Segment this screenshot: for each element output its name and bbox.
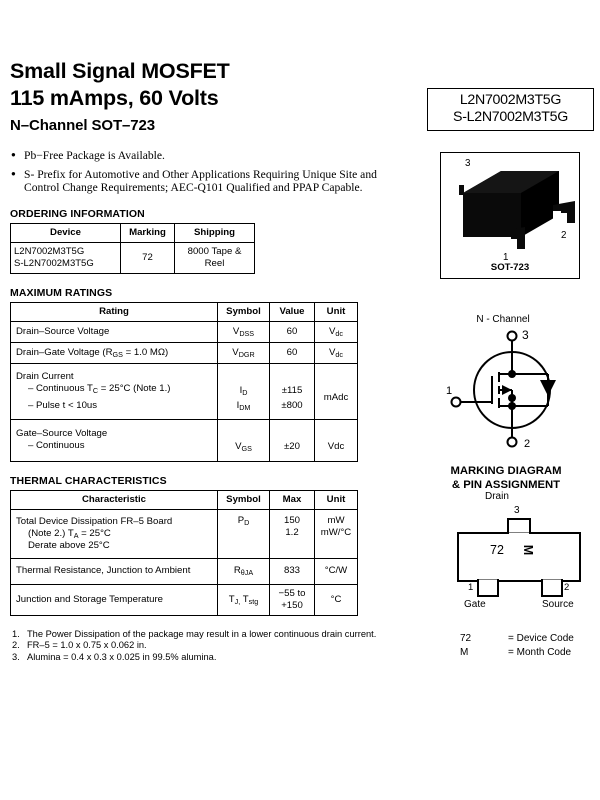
table-row [11,342,358,363]
feature-bullet-item: ● S- Prefix for Automotive and Other Applications Requiring Unique Site and Control Change Requirements; AEC-Q101 Qualified and PPAP Capable. [10,168,392,195]
cell-characteristic [11,509,218,558]
part-number-line1: L2N7002M3T5G [459,92,562,108]
marking-month-code: M [521,544,536,556]
footnote-number: 1. [12,628,20,639]
rating-subscript: GS [112,349,123,359]
marking-pin-1-label: 1 [468,582,474,593]
thermal-characteristics-heading: THERMAL CHARACTERISTICS [10,474,167,487]
rating-sub-line: – Continuous [28,440,85,452]
unit-subscript: dc [335,328,343,338]
page-subtitle: N–Channel SOT–723 [10,117,156,134]
footnote-number: 3. [12,651,20,662]
rating-title: Gate–Source Voltage [16,428,108,440]
symbol-title-label: N - Channel [476,314,530,325]
marking-pin-3-label: 3 [514,505,520,516]
maximum-ratings-table [10,302,358,462]
symbol-base: V [232,325,240,337]
column-header-unit: Unit [315,302,358,321]
page-title-line2: 115 mAmps, 60 Volts [10,86,219,110]
rating-sub-line: – Pulse t < 10us [28,399,98,411]
footnotes-list [10,629,392,664]
marking-gate-label: Gate [464,599,486,610]
package-pin-3-label: 3 [465,158,471,169]
cell-device [11,242,121,273]
table-row [11,509,358,558]
cell-rating [11,419,218,461]
table-row [11,584,358,615]
symbol-pin-1-label: 1 [446,385,453,397]
column-header-marking: Marking [121,223,175,242]
marking-pin-2-label: 2 [564,582,570,593]
cell-value: 60 [270,342,315,363]
symbol-subscript: DSS [239,328,255,338]
cell-max: 150 1.2 [270,509,315,558]
table-row [11,321,358,342]
sot723-package-drawing [441,153,579,263]
value-secondary: ±800 [281,399,303,411]
symbol-secondary: $I_{DM}$ [236,399,251,412]
column-header-value: Value [270,302,315,321]
symbol-primary: $I_D$ [239,384,248,397]
characteristic-line: Total Device Dissipation FR–5 Board [16,515,173,527]
cell-symbol: $V_{GS}$ [218,419,270,461]
cell-rating [11,342,218,363]
column-header-max: Max [270,490,315,509]
package-top-view-drawing [438,503,598,613]
part-number-line2: S-L2N7002M3T5G [453,109,568,125]
value-primary: ±115 [281,384,303,396]
table-row [11,242,255,273]
marking-source-label: Source [542,599,574,610]
cell-symbol [218,342,270,363]
cell-characteristic: Junction and Storage Temperature [11,584,218,615]
footnote-item [10,629,392,641]
footnote-text: The Power Dissipation of the package may result in a lower continuous drain current. [27,628,377,639]
cell-max: 833 [270,558,315,584]
cell-symbol [218,321,270,342]
cell-symbol: $T_{J,}$ $T_{stg}$ [218,584,270,615]
footnote-item [10,652,392,664]
rating-text-post: = 1.0 MΩ) [122,346,169,358]
part-number-box [427,88,594,131]
table-header-row [11,223,255,242]
cell-unit: mAdc [315,363,358,419]
table-header-row [11,302,358,321]
cell-value: 60 [270,321,315,342]
table-row [11,363,358,419]
symbol-pin-3-label: 3 [522,328,529,342]
column-header-characteristic: Characteristic [11,490,218,509]
cell-characteristic: Thermal Resistance, Junction to Ambient [11,558,218,584]
rating-text-pre: Drain–Gate Voltage (R [16,346,113,358]
cell-rating: Drain–Source Voltage [11,321,218,342]
device-name-line1: L2N7002M3T5G [14,246,85,258]
legend-key: 72 [460,633,472,644]
cell-unit: $V_{dc}$ [315,321,358,342]
marking-diagram [438,491,598,623]
package-pin-2-label: 2 [561,230,567,241]
marking-diagram-heading [420,464,592,492]
mosfet-symbol-diagram [444,328,584,458]
feature-bullet-item: ● Pb−Free Package is Available. [10,149,392,163]
cell-shipping: 8000 Tape & Reel [175,242,255,273]
feature-bullet-list [10,149,392,195]
table-header-row [11,490,358,509]
n-channel-mosfet-symbol [444,328,584,453]
characteristic-line: (Note 2.) $T_A = 25^\circ C$ [28,527,111,540]
column-header-device: Device [11,223,121,242]
cell-unit: mW mW/°C [315,509,358,558]
legend-row [460,632,574,646]
cell-unit: Vdc [315,419,358,461]
rating-title: Drain Current [16,370,74,382]
footnote-text: Alumina = 0.4 x 0.3 x 0.025 in 99.5% alumina. [27,651,217,662]
cell-value: ±20 [270,419,315,461]
maximum-ratings-heading: MAXIMUM RATINGS [10,286,113,299]
column-header-rating: Rating [11,302,218,321]
symbol-pin-2-label: 2 [524,438,531,450]
characteristic-line: Derate above 25°C [28,539,110,551]
device-name-line2: S-L2N7002M3T5G [14,257,94,269]
cell-unit: °C [315,584,358,615]
column-header-shipping: Shipping [175,223,255,242]
left-column [10,58,392,664]
marking-heading-line1: MARKING DIAGRAM [450,465,562,477]
marking-heading-line2: & PIN ASSIGNMENT [451,479,561,491]
marking-legend [460,632,574,660]
column-header-symbol: Symbol [218,302,270,321]
column-header-unit: Unit [315,490,358,509]
legend-value: = Month Code [508,647,572,658]
cell-rating [11,363,218,419]
cell-unit: °C/W [315,558,358,584]
column-header-symbol: Symbol [218,490,270,509]
thermal-characteristics-table [10,490,358,616]
legend-value: = Device Code [508,633,574,644]
cell-unit: $V_{dc}$ [315,342,358,363]
rating-sub-line: – Continuous $T_C = 25^\circ C$ (Note 1.) [28,382,171,395]
unit-subscript: dc [335,349,343,359]
legend-row [460,646,574,660]
legend-key: M [460,647,469,658]
right-column [420,0,600,800]
package-illustration-box [440,152,580,279]
package-name-label: SOT-723 [490,262,530,273]
symbol-base: V [232,346,239,358]
footnote-item [10,640,392,652]
cell-symbol [218,363,270,419]
cell-max: −55 to +150 [270,584,315,615]
footnote-number: 2. [12,640,20,651]
package-pin-1-label: 1 [503,252,509,263]
cell-value [270,363,315,419]
cell-symbol: $R_{\theta JA}$ [218,558,270,584]
footnote-text: FR–5 = 1.0 x 0.75 x 0.062 in. [27,640,147,651]
marking-device-code: 72 [490,543,504,557]
table-row [11,558,358,584]
marking-drain-label: Drain [485,491,509,502]
cell-symbol: $P_D$ [218,509,270,558]
table-row [11,419,358,461]
ordering-information-table [10,223,255,274]
ordering-information-heading: ORDERING INFORMATION [10,207,145,220]
cell-marking: 72 [121,242,175,273]
symbol-subscript: DGR [238,349,255,359]
page-title-line1: Small Signal MOSFET [10,59,230,83]
